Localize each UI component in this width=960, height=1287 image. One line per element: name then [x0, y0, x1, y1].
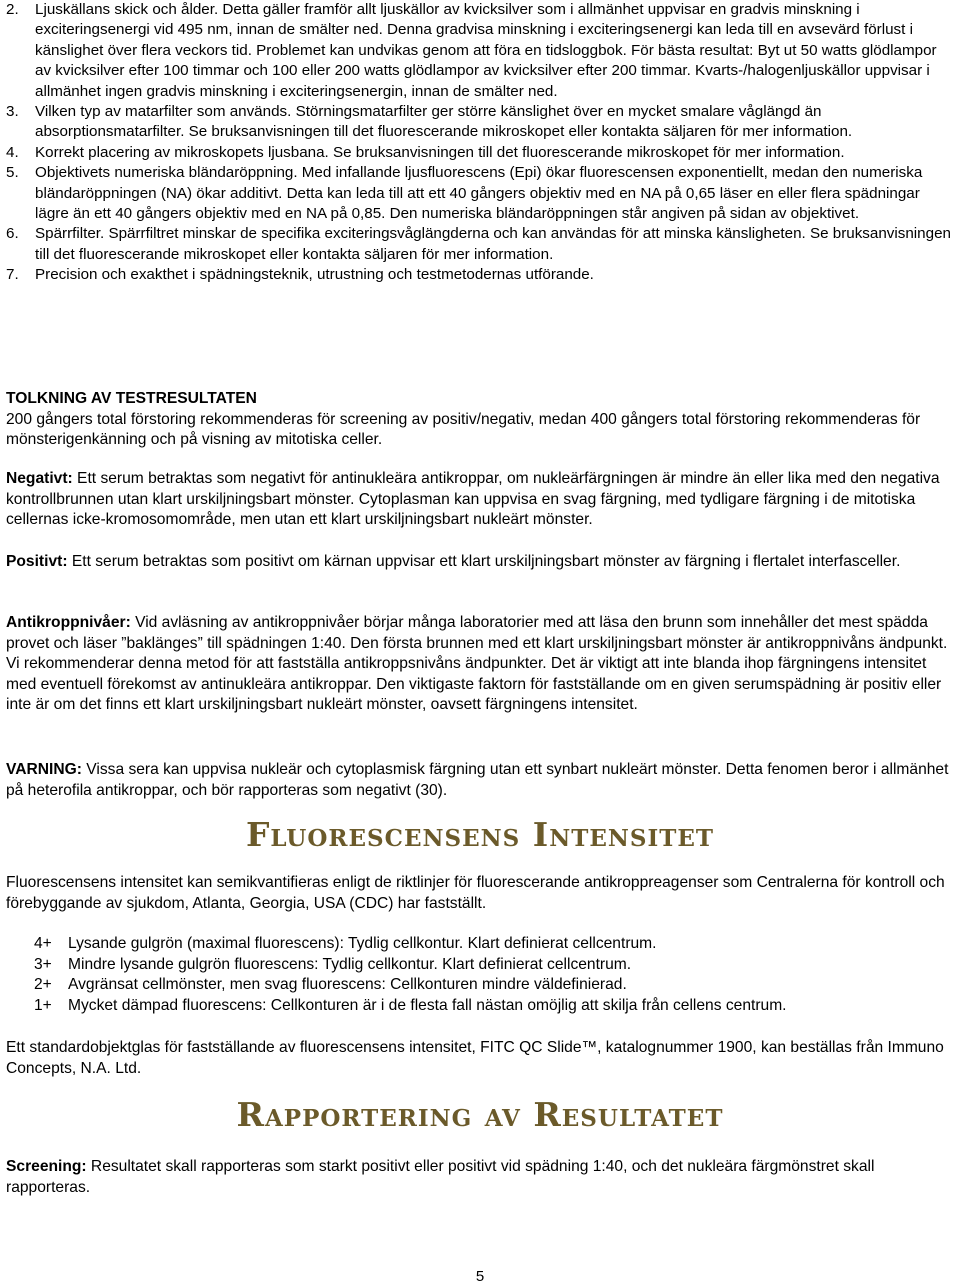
- negativt-paragraph: [6, 469, 951, 531]
- positivt-paragraph: [6, 552, 951, 573]
- tolkning-section: [6, 389, 951, 451]
- list-item: [6, 143, 951, 163]
- list-lead: Korrekt placering av mikroskopets ljusbana.: [35, 143, 329, 161]
- grade-row: [34, 975, 934, 996]
- antikropp-paragraph: [6, 613, 951, 716]
- list-item: [6, 163, 951, 224]
- fluorescens-title: Fluorescensens Intensitet: [245, 815, 715, 854]
- list-number: 3.: [6, 103, 19, 121]
- positivt-label: Positivt:: [6, 553, 68, 570]
- grade-text: Mycket dämpad fluorescens: Cellkonturen är i de flesta fall nästan omöjlig att skilja från cellens centrum.: [68, 996, 787, 1014]
- list-text: Spärrfiltret minskar de specifika exciteringsvåglängderna och kan användas för att minska känsligheten. Se bruksanvisningen till det fluorescerande mikroskopet eller kontakta säljaren för mer information.: [35, 225, 951, 263]
- list-text: Med infallande ljusfluorescens (Epi) ökar fluorescensen exponentiellt, medan den numeriska bländaröppningen (NA) ökar additivt. Detta kan leda till att ett 40 gångers objektiv med en NA på 0,65 läser en eller flera spädningar lägre än ett 40 gångers objektiv med en NA på 0,85. Den numeriska bländaröppningen står angiven på sidan av objektivet.: [35, 164, 923, 223]
- varning-label: VARNING:: [6, 761, 82, 778]
- intensity-grade-list: [34, 934, 934, 1016]
- list-number: 7.: [6, 266, 19, 284]
- antikropp-label: Antikroppnivåer:: [6, 614, 131, 631]
- grade-text: Lysande gulgrön (maximal fluorescens): Tydlig cellkontur. Klart definierat cellcentrum.: [68, 935, 657, 952]
- tolkning-text: 200 gångers total förstoring rekommenderas för screening av positiv/negativ, medan 400 gångers total förstoring rekommenderas för mönsterigenkänning och på visning av mitotiska celler.: [6, 410, 921, 449]
- list-text: Detta gäller framför allt ljuskällor av kvicksilver som i allmänhet uppvisar en gradvis minskning i exciteringsenergi vid 495 nm, innan de smälter ned. Denna gradvisa minskning i exciteringsenergi kan leda till en avsevärd förlust i känslighet över flera veckors tid. Problemet kan undvikas genom att föra en tidsloggbok. För bästa resultat: Byt ut 50 watts glödlampor av kvicksilver efter 100 timmar och 100 eller 200 watts glödlampor av kvicksilver efter 200 timmar. Kvarts-/halogenljuskällor uppvisar i allmänhet ingen gradvis minskning i exciteringsenergin, innan de smälter ned.: [35, 1, 937, 100]
- list-lead: Objektivets numeriska bländaröppning.: [35, 164, 298, 182]
- list-item: [6, 0, 951, 102]
- list-lead: Ljuskällans skick och ålder.: [35, 1, 219, 18]
- varning-text: Vissa sera kan uppvisa nukleär och cytoplasmisk färgning utan ett synbart nukleärt mönster. Detta fenomen beror i allmänhet på heterofila antikroppar, och bör rapporteras som negativt (30).: [6, 761, 949, 799]
- screening-text: Resultatet skall rapporteras som starkt positivt eller positivt vid spädning 1:40, och det nukleära färgmönstret skall rapporteras.: [6, 1158, 875, 1196]
- list-lead: Spärrfilter.: [35, 225, 105, 243]
- list-item: [6, 102, 951, 143]
- list-lead: Precision och exakthet i spädningsteknik, utrustning och testmetodernas utförande.: [35, 266, 594, 284]
- list-text: Se bruksanvisningen till det fluorescerande mikroskopet för mer information.: [328, 143, 845, 161]
- numbered-list: [6, 0, 951, 286]
- screening-paragraph: [6, 1157, 951, 1198]
- antikropp-text: Vid avläsning av antikroppnivåer börjar många laboratorier med att läsa den brunn som innehåller det mest spädda provet och läser ”baklänges” till spädningen 1:40. Den första brunnen med ett klart urskiljningsbart mönster är antikroppnivåns ändpunkt. Vi rekommenderar denna metod för att fastställa antikroppsnivåns ändpunkter. Det är viktigt att inte blanda ihop färgningens intensitet med eventuell förekomst av antinukleära antikroppar. Den viktigaste faktorn för fastställande om en given serumspädning är positiv eller inte är om det finns ett klart urskiljningsbart nukleärt mönster, oavsett färgningens intensitet.: [6, 614, 948, 714]
- grade-row: [34, 996, 934, 1017]
- page-number: 5: [475, 1268, 485, 1285]
- standard-slide-paragraph: Ett standardobjektglas för fastställande av fluorescensens intensitet, FITC QC Slide™, katalognummer 1900, kan beställas från Immuno Concepts, N.A. Ltd.: [6, 1039, 944, 1077]
- grade-value: 2+: [34, 976, 52, 993]
- grade-row: [34, 955, 934, 976]
- varning-paragraph: [6, 760, 951, 801]
- grade-text: Avgränsat cellmönster, men svag fluorescens: Cellkonturen mindre väldefinierad.: [68, 976, 627, 993]
- list-text: Störningsmatarfilter ger större känslighet över en mycket smalare våglängd än absorptionsmatarfilter. Se bruksanvisningen till det fluorescerande mikroskopet eller kontakta säljaren för mer information.: [35, 103, 853, 141]
- list-number: 4.: [6, 143, 19, 161]
- list-number: 6.: [6, 225, 19, 243]
- list-number: 2.: [6, 1, 19, 18]
- fluor-intro: Fluorescensens intensitet kan semikvantifieras enligt de riktlinjer för fluorescerande antikroppreagenser som Centralerna för kontroll och förebyggande av sjukdom, Atlanta, Georgia, USA (CDC) har fastställt.: [6, 874, 945, 912]
- negativt-label: Negativt:: [6, 470, 73, 487]
- rapportering-title: Rapportering av Resultatet: [236, 1095, 724, 1134]
- grade-value: 3+: [34, 955, 52, 973]
- grade-value: 4+: [34, 935, 52, 952]
- negativt-text: Ett serum betraktas som negativt för antinukleära antikroppar, om nukleärfärgningen är mindre än eller lika med den negativa kontrollbrunnen utan klart urskiljningsbart mönster. Cytoplasman kan uppvisa en svag färgning, med tydligare färgning i de mitotiska cellernas icke-kromosomområde, men utan ett klart urskiljningsbart nukleärt mönster.: [6, 470, 940, 529]
- grade-value: 1+: [34, 996, 52, 1014]
- list-item: [6, 265, 951, 285]
- screening-label: Screening:: [6, 1158, 87, 1175]
- positivt-text: Ett serum betraktas som positivt om kärnan uppvisar ett klart urskiljningsbart mönster av färgning i flertalet interfasceller.: [67, 553, 901, 570]
- grade-text: Mindre lysande gulgrön fluorescens: Tydlig cellkontur. Klart definierat cellcentrum.: [68, 955, 632, 973]
- list-number: 5.: [6, 164, 19, 182]
- list-item: [6, 224, 951, 265]
- section-heading: TOLKNING AV TESTRESULTATEN: [6, 390, 257, 407]
- grade-row: [34, 934, 934, 955]
- list-lead: Vilken typ av matarfilter som används.: [35, 103, 292, 121]
